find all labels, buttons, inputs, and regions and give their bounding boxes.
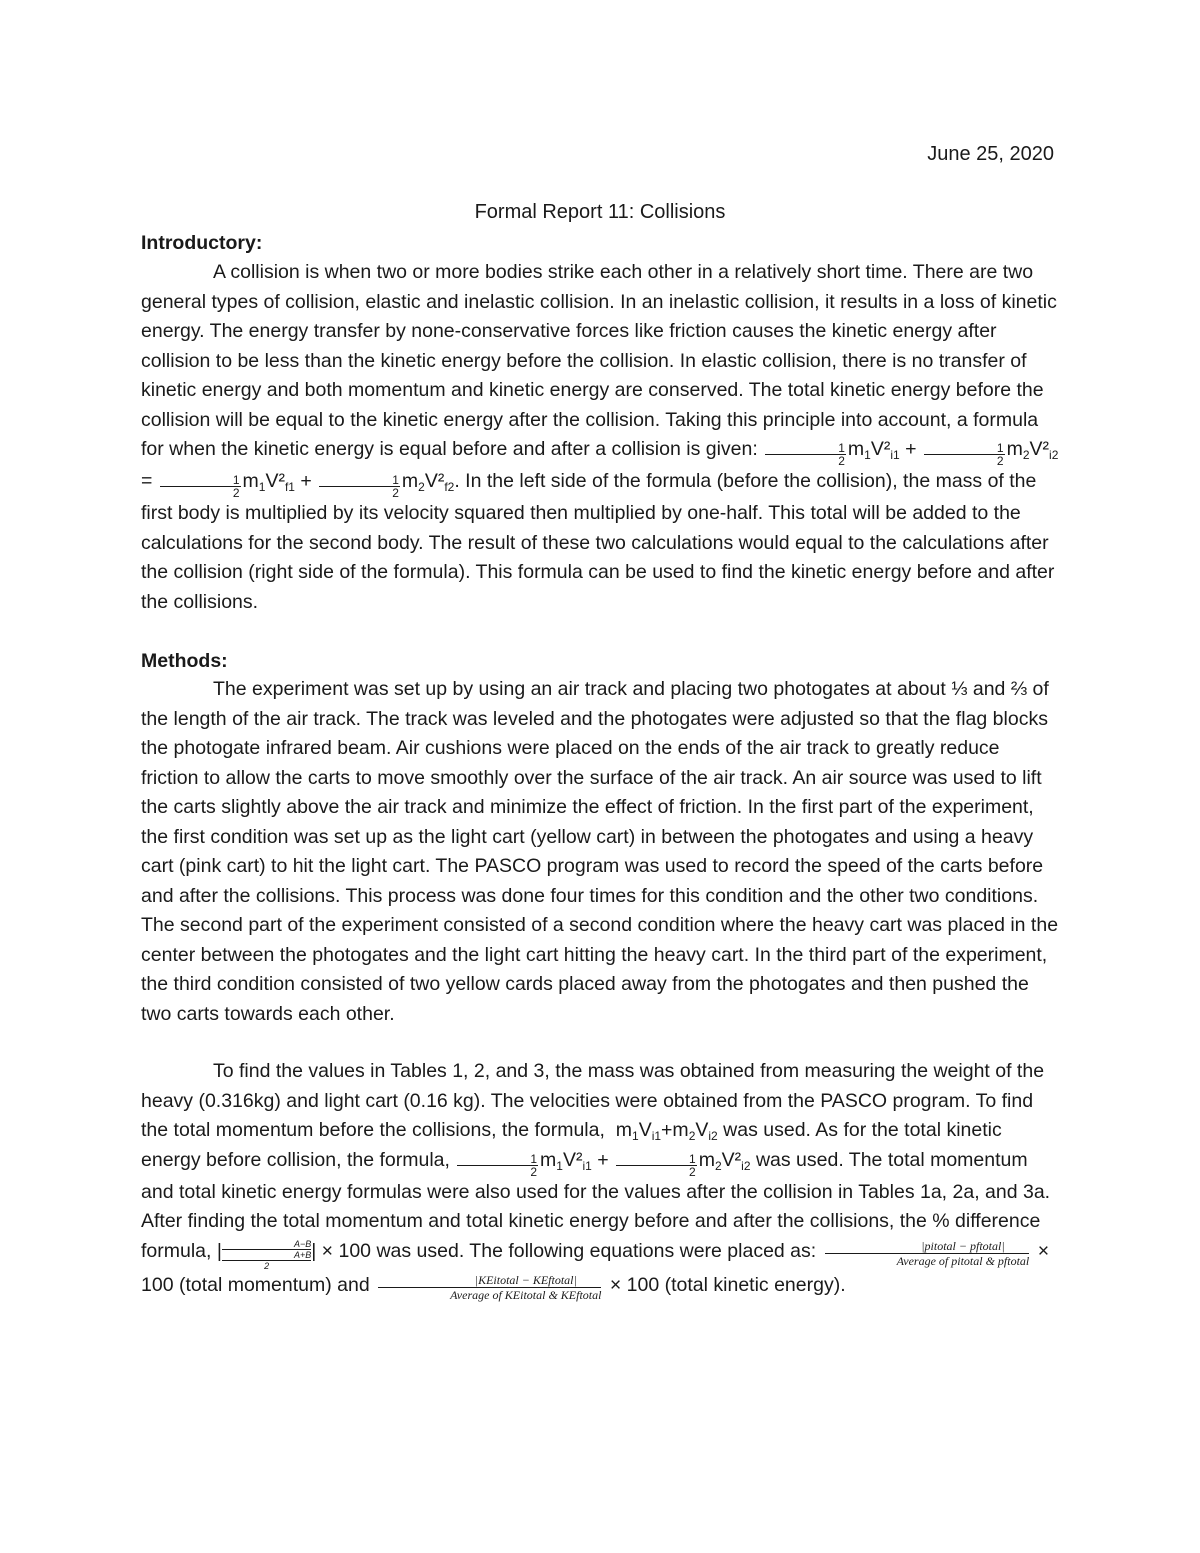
methods-text-2a: To find the values in Tables 1, 2, and 3, the mass was obtained from measuring the weight of the heavy (0.316kg) and light cart (0.16 kg). The velocities were obtained from the PASCO program. To find the total momentum before the collisions, the formula, [141,1060,1045,1141]
momentum-equation: $m_1V_{i1}+m_2V_{i2}$ [610,1119,718,1143]
kinetic-energy-percent-difference-fraction: $\frac{\text{|KEitotal − KEftotal|}}{\text{Average of KEitotal \& KEftotal}}$ [378,1273,601,1302]
methods-paragraph-1 [141,675,1059,1029]
methods-text-1: The experiment was set up by using an air track and placing two photogates at about ⅓ and ⅔ of the length of the air track. The track was leveled and the photogates were adjusted so that the flag blocks the photogate infrared beam. Air cushions were placed on the ends of the air track to greatly reduce friction to allow the carts to move smoothly over the surface of the air track. An air source was used to lift the carts slightly above the air track and minimize the effect of friction. In the first part of the experiment, the first condition was set up as the light cart (yellow cart) in between the photogates and using a heavy cart (pink cart) to hit the light cart. The PASCO program was used to record the speed of the carts before and after the collisions. This process was done four times for this condition and the other two conditions. The second part of the experiment consisted of a second condition where the heavy cart was placed in the center between the photogates and the light cart hitting the heavy cart. In the third part of the experiment, the third condition consisted of two yellow cards placed away from the photogates and then pushed the two carts towards each other. [141,678,1059,1025]
intro-paragraph [141,258,1059,617]
report-date: June 25, 2020 [927,143,1054,165]
intro-text-2: . In the left side of the formula (before the collision), the mass of the first body is multiplied by its velocity squared then multiplied by one-half. This total will be added to the calculations for the second body. The result of these two calculations would equal to the calculations after the collision (right side of the formula). This formula can be used to find the kinetic energy before and after the collisions. [141,470,1055,613]
kinetic-energy-equation: $\frac{1}{2}$ $m_1V^2_{i1}$ + $\frac{1}{2}$ $m_2V^2_{i2}$ = $\frac{1}{2}$ $m_1V^2_{f1}$ + $\frac{1}{2}$ $m_2V^2_{f2}$ [141,438,1059,500]
methods-text-2e: × 100 (total momentum) and [141,1239,1050,1296]
methods-heading: Methods: [141,650,228,672]
kinetic-energy-before-equation: $\frac{1}{2}$ $m_1V^2_{i1}$ + $\frac{1}{2}$ $m_2V^2_{i2}$ [455,1149,750,1171]
intro-heading: Introductory: [141,232,263,254]
methods-text-2d: | × 100 was used. The following equations were placed as: [311,1239,817,1262]
methods-text-2b: was used. As for the total kinetic energy before collision, the formula, [141,1119,1002,1171]
intro-text-1: A collision is when two or more bodies strike each other in a relatively short time. There are two general types of collision, elastic and inelastic collision. In an inelastic collision, it results in a loss of kinetic energy. The energy transfer by none-conservative forces like friction causes the kinetic energy after collision to be less than the kinetic energy before the collision. In elastic collision, there is no transfer of kinetic energy and both momentum and kinetic energy are conserved. The total kinetic energy before the collision will be equal to the kinetic energy after the collision. Taking this principle into account, a formula for when the kinetic energy is equal before and after a collision is given: [141,261,1057,460]
report-title: Formal Report 11: Collisions [474,201,726,223]
momentum-percent-difference-fraction: $\frac{\text{|pitotal − pftotal|}}{\text{Average of pitotal \& pftotal}}$ [825,1239,1030,1268]
percent-difference-fraction: A−B A+B 2 [222,1239,311,1271]
methods-text-2f: × 100 (total kinetic energy). [609,1273,846,1296]
methods-text-2c: was used. The total momentum and total kinetic energy formulas were also used for the values after the collision in Tables 1a, 2a, and 3a. After finding the total momentum and total kinetic energy before and after the collisions, the % difference formula, | [141,1148,1051,1262]
methods-paragraph-2 [141,1057,1059,1302]
